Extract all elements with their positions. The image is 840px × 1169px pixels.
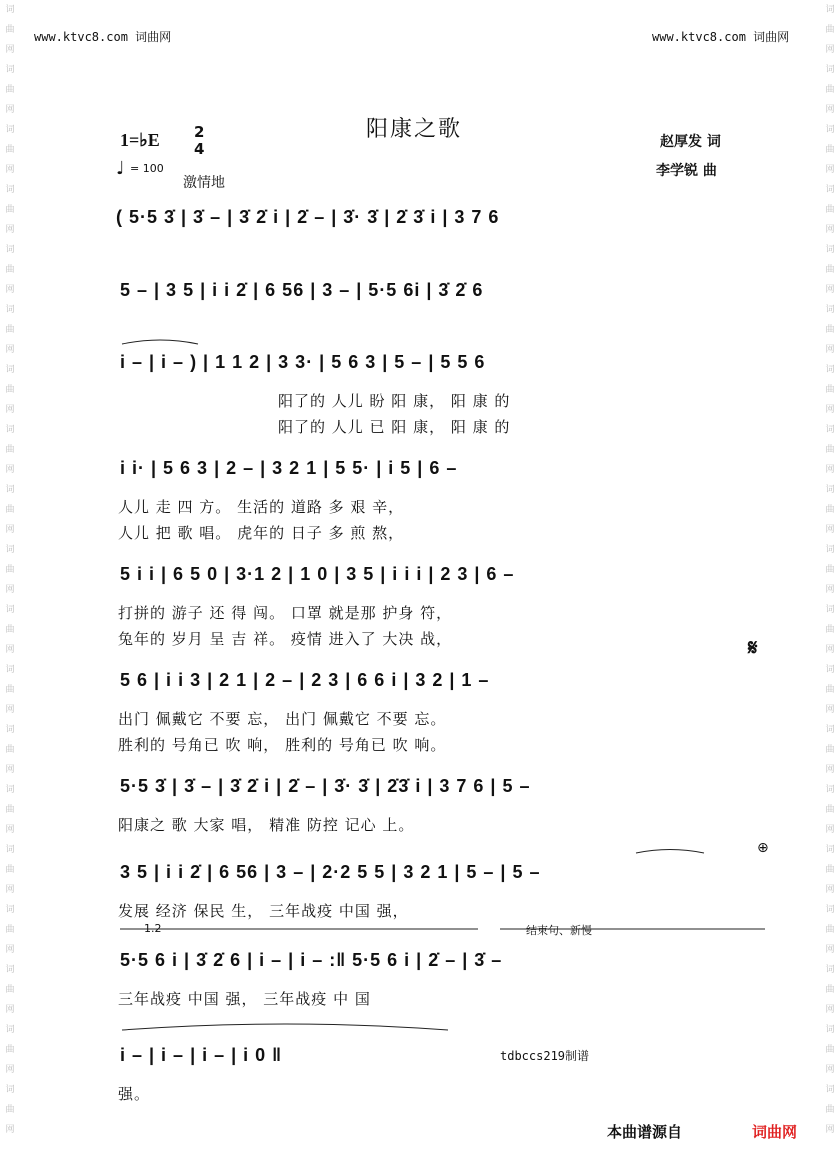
side-watermark-char: 网	[825, 1005, 835, 1015]
engraver-credit: tdbccs219制谱	[500, 1049, 590, 1063]
side-watermark-char: 网	[5, 45, 15, 55]
side-watermark-char: 词	[5, 665, 15, 675]
side-watermark-char: 词	[825, 305, 835, 315]
side-watermark-char: 网	[825, 1065, 835, 1075]
side-watermark-char: 曲	[5, 325, 15, 335]
side-watermark-char: 曲	[825, 385, 835, 395]
side-watermark-char: 曲	[5, 625, 15, 635]
footer-site-link[interactable]: 词曲网	[752, 1123, 798, 1141]
side-watermark-char: 网	[5, 765, 15, 775]
segno-icon: 𝄋	[748, 636, 758, 661]
side-watermark-char: 词	[825, 965, 835, 975]
side-watermark-char: 曲	[5, 1105, 15, 1115]
lyrics-row-4-verse-2: 人儿 把 歌 唱。 虎年的 日子 多 煎 熬，	[118, 524, 405, 542]
side-watermark-char: 词	[825, 5, 835, 15]
side-watermark-char: 曲	[825, 445, 835, 455]
side-watermark-char: 网	[825, 1125, 835, 1135]
side-watermark-char: 网	[825, 465, 835, 475]
notation-row-3: i – | i – ) | 1 1 2 | 3 3· | 5 6 3 | 5 – | 5 5 6	[120, 352, 486, 372]
side-watermark-char: 网	[825, 285, 835, 295]
side-watermark-char: 网	[825, 405, 835, 415]
quarter-note-icon: ♩	[116, 158, 125, 179]
side-watermark-char: 曲	[825, 145, 835, 155]
side-watermark-char: 网	[5, 345, 15, 355]
lyrics-row-10: 强。	[118, 1085, 151, 1103]
notation-row-6: 5 6 | i i 3 | 2 1 | 2 – | 2 3 | 6 6 i | 3 2 | 1 –	[120, 670, 490, 690]
side-watermark-char: 曲	[5, 25, 15, 35]
side-watermark-char: 曲	[825, 985, 835, 995]
side-watermark-char: 网	[5, 885, 15, 895]
side-watermark-char: 词	[825, 905, 835, 915]
notation-row-9: 5·5 6 i | 3̇ 2̇ 6 | i – | i – :‖ 5·5 6 i | 2̇ – | 3̇ –	[120, 950, 503, 970]
composer-credit: 李学锐 曲	[656, 163, 717, 179]
side-watermark-char: 词	[825, 1025, 835, 1035]
side-watermark-char: 词	[5, 725, 15, 735]
side-watermark-char: 词	[5, 5, 15, 15]
side-watermark-char: 网	[5, 1005, 15, 1015]
side-watermark-char: 曲	[5, 85, 15, 95]
side-watermark-char: 曲	[825, 325, 835, 335]
lyrics-row-6-verse-2: 胜利的 号角已 吹 响， 胜利的 号角已 吹 响。	[118, 736, 447, 754]
side-watermark-char: 词	[825, 365, 835, 375]
side-watermark-char: 词	[5, 485, 15, 495]
lyrics-row-3-verse-2: 阳了的 人儿 已 阳 康， 阳 康 的	[278, 418, 511, 436]
footer-source-label: 本曲谱源自	[607, 1123, 683, 1141]
side-watermark-char: 网	[5, 705, 15, 715]
side-watermark-char: 网	[5, 465, 15, 475]
side-watermark-char: 词	[825, 545, 835, 555]
side-watermark-char: 曲	[5, 265, 15, 275]
side-watermark-char: 曲	[5, 445, 15, 455]
notation-row-2: 5 – | 3 5 | i i 2̇ | 6 56 | 3 – | 5·5 6i | 3̇ 2̇ 6	[120, 280, 484, 300]
side-watermark-char: 词	[825, 605, 835, 615]
side-watermark-char: 网	[5, 585, 15, 595]
side-watermark-char: 词	[825, 665, 835, 675]
lyrics-row-3-verse-1: 阳了的 人儿 盼 阳 康， 阳 康 的	[278, 392, 511, 410]
side-watermark-char: 词	[5, 845, 15, 855]
side-watermark-char: 网	[5, 225, 15, 235]
side-watermark-char: 词	[825, 125, 835, 135]
side-watermark-char: 词	[5, 785, 15, 795]
side-watermark-char: 词	[5, 65, 15, 75]
side-watermark-char: 曲	[825, 925, 835, 935]
lyrics-row-7: 阳康之 歌 大家 唱， 精准 防控 记心 上。	[118, 816, 415, 834]
side-watermark-char: 网	[825, 525, 835, 535]
side-watermark-char: 词	[5, 605, 15, 615]
lyrics-row-9: 三年战疫 中国 强， 三年战疫 中 国	[118, 990, 371, 1008]
side-watermark-char: 网	[5, 1125, 15, 1135]
side-watermark-char: 网	[5, 285, 15, 295]
side-watermark-char: 曲	[825, 625, 835, 635]
side-watermark-char: 词	[825, 185, 835, 195]
lyrics-row-8: 发展 经济 保民 生， 三年战疫 中国 强，	[118, 902, 409, 920]
side-watermark-char: 词	[5, 425, 15, 435]
side-watermark-char: 词	[5, 965, 15, 975]
side-watermark-char: 网	[825, 45, 835, 55]
side-watermark-char: 词	[5, 1025, 15, 1035]
notation-row-8: 3 5 | i i 2̇ | 6 56 | 3 – | 2·2 5 5 | 3 2 1 | 5 – | 5 –	[120, 862, 541, 882]
side-watermark-char: 词	[825, 245, 835, 255]
side-watermark-char: 词	[825, 1085, 835, 1095]
ending-label: 结束句、新慢	[526, 924, 592, 937]
header-url-right[interactable]: www.ktvc8.com 词曲网	[652, 30, 790, 44]
side-watermark-char: 曲	[825, 865, 835, 875]
side-watermark-char: 网	[5, 165, 15, 175]
lyricist-credit: 赵厚发 词	[660, 134, 721, 150]
side-watermark-char: 网	[825, 105, 835, 115]
side-watermark-char: 曲	[5, 805, 15, 815]
side-watermark-char: 曲	[825, 265, 835, 275]
side-watermark-char: 网	[825, 225, 835, 235]
side-watermark-char: 曲	[825, 205, 835, 215]
coda-icon: ⊕	[757, 840, 769, 856]
side-watermark-char: 曲	[825, 745, 835, 755]
side-watermark-char: 词	[825, 785, 835, 795]
side-watermark-char: 词	[825, 845, 835, 855]
side-watermark-char: 曲	[5, 205, 15, 215]
side-watermark-char: 曲	[825, 505, 835, 515]
side-watermark-char: 曲	[825, 685, 835, 695]
side-watermark-char: 网	[825, 585, 835, 595]
lyrics-row-5-verse-1: 打拼的 游子 还 得 闯。 口罩 就是那 护身 符，	[118, 604, 453, 622]
side-watermark-char: 网	[825, 165, 835, 175]
side-watermark-char: 曲	[5, 145, 15, 155]
side-watermark-char: 网	[5, 945, 15, 955]
final-tie	[122, 1024, 448, 1030]
expression-marking: 激情地	[183, 175, 225, 191]
notation-row-1: ( 5·5 3̇ | 3̇ – | 3̇ 2̇ i | 2̇ – | 3̇· 3̇ | 2̇ 3̇ i | 3 7 6	[116, 207, 500, 227]
opening-tie	[122, 340, 198, 344]
tempo-marking: = 100	[130, 162, 164, 175]
side-watermark-char: 词	[5, 1085, 15, 1095]
side-watermark-char: 词	[5, 125, 15, 135]
side-watermark-char: 网	[5, 1065, 15, 1075]
side-watermark-char: 曲	[5, 985, 15, 995]
row8-tie	[636, 850, 704, 854]
side-watermark-char: 曲	[825, 805, 835, 815]
time-sig-bottom: 4	[194, 140, 205, 158]
header-url-left[interactable]: www.ktvc8.com 词曲网	[34, 30, 172, 44]
side-watermark-char: 网	[825, 345, 835, 355]
side-watermark-char: 词	[5, 905, 15, 915]
side-watermark-char: 网	[825, 825, 835, 835]
side-watermark-char: 曲	[825, 1045, 835, 1055]
side-watermark-char: 网	[825, 945, 835, 955]
side-watermark-char: 网	[5, 645, 15, 655]
lyrics-row-5-verse-2: 兔年的 岁月 呈 吉 祥。 疫情 进入了 大决 战，	[118, 630, 453, 648]
side-watermark-char: 词	[825, 485, 835, 495]
side-watermark-char: 网	[825, 645, 835, 655]
side-watermark-char: 曲	[5, 925, 15, 935]
side-watermark-char: 词	[825, 65, 835, 75]
side-watermark-char: 词	[5, 245, 15, 255]
side-watermark-char: 词	[5, 185, 15, 195]
side-watermark-char: 网	[5, 405, 15, 415]
side-watermark-char: 曲	[5, 745, 15, 755]
notation-row-5: 5 i i | 6 5 0 | 3·1 2 | 1 0 | 3 5 | i i i | 2 3 | 6 –	[120, 564, 515, 584]
side-watermark-char: 网	[825, 705, 835, 715]
side-watermark-char: 曲	[825, 1105, 835, 1115]
volta-label: 1.2	[144, 922, 162, 935]
side-watermark-char: 词	[825, 425, 835, 435]
time-sig-top: 2	[194, 123, 205, 141]
side-watermark-char: 词	[5, 305, 15, 315]
lyrics-row-4-verse-1: 人儿 走 四 方。 生活的 道路 多 艰 辛，	[118, 498, 405, 516]
side-watermark-char: 曲	[5, 505, 15, 515]
side-watermark-char: 曲	[5, 865, 15, 875]
side-watermark-char: 曲	[5, 565, 15, 575]
side-watermark-char: 网	[825, 885, 835, 895]
side-watermark-char: 曲	[825, 565, 835, 575]
lyrics-row-6-verse-1: 出门 佩戴它 不要 忘， 出门 佩戴它 不要 忘。	[118, 710, 447, 728]
side-watermark-char: 曲	[825, 85, 835, 95]
side-watermark-char: 词	[5, 545, 15, 555]
side-watermark-char: 曲	[825, 25, 835, 35]
key-signature: 1=♭E	[120, 130, 160, 150]
side-watermark-char: 词	[825, 725, 835, 735]
notation-row-7: 5·5 3̇ | 3̇ – | 3̇ 2̇ i | 2̇ – | 3̇· 3̇ | 2̇3̇ i | 3 7 6 | 5 –	[120, 776, 531, 796]
notation-row-4: i i· | 5 6 3 | 2 – | 3 2 1 | 5 5· | i 5 | 6 –	[120, 458, 458, 478]
side-watermark-char: 网	[825, 765, 835, 775]
side-watermark-char: 曲	[5, 385, 15, 395]
side-watermark-char: 曲	[5, 685, 15, 695]
side-watermark-char: 词	[5, 365, 15, 375]
notation-row-10: i – | i – | i – | i 0 ‖	[120, 1045, 283, 1065]
side-watermark-char: 曲	[5, 1045, 15, 1055]
song-title: 阳康之歌	[366, 117, 463, 142]
side-watermark-char: 网	[5, 525, 15, 535]
side-watermark-char: 网	[5, 825, 15, 835]
side-watermark-char: 网	[5, 105, 15, 115]
